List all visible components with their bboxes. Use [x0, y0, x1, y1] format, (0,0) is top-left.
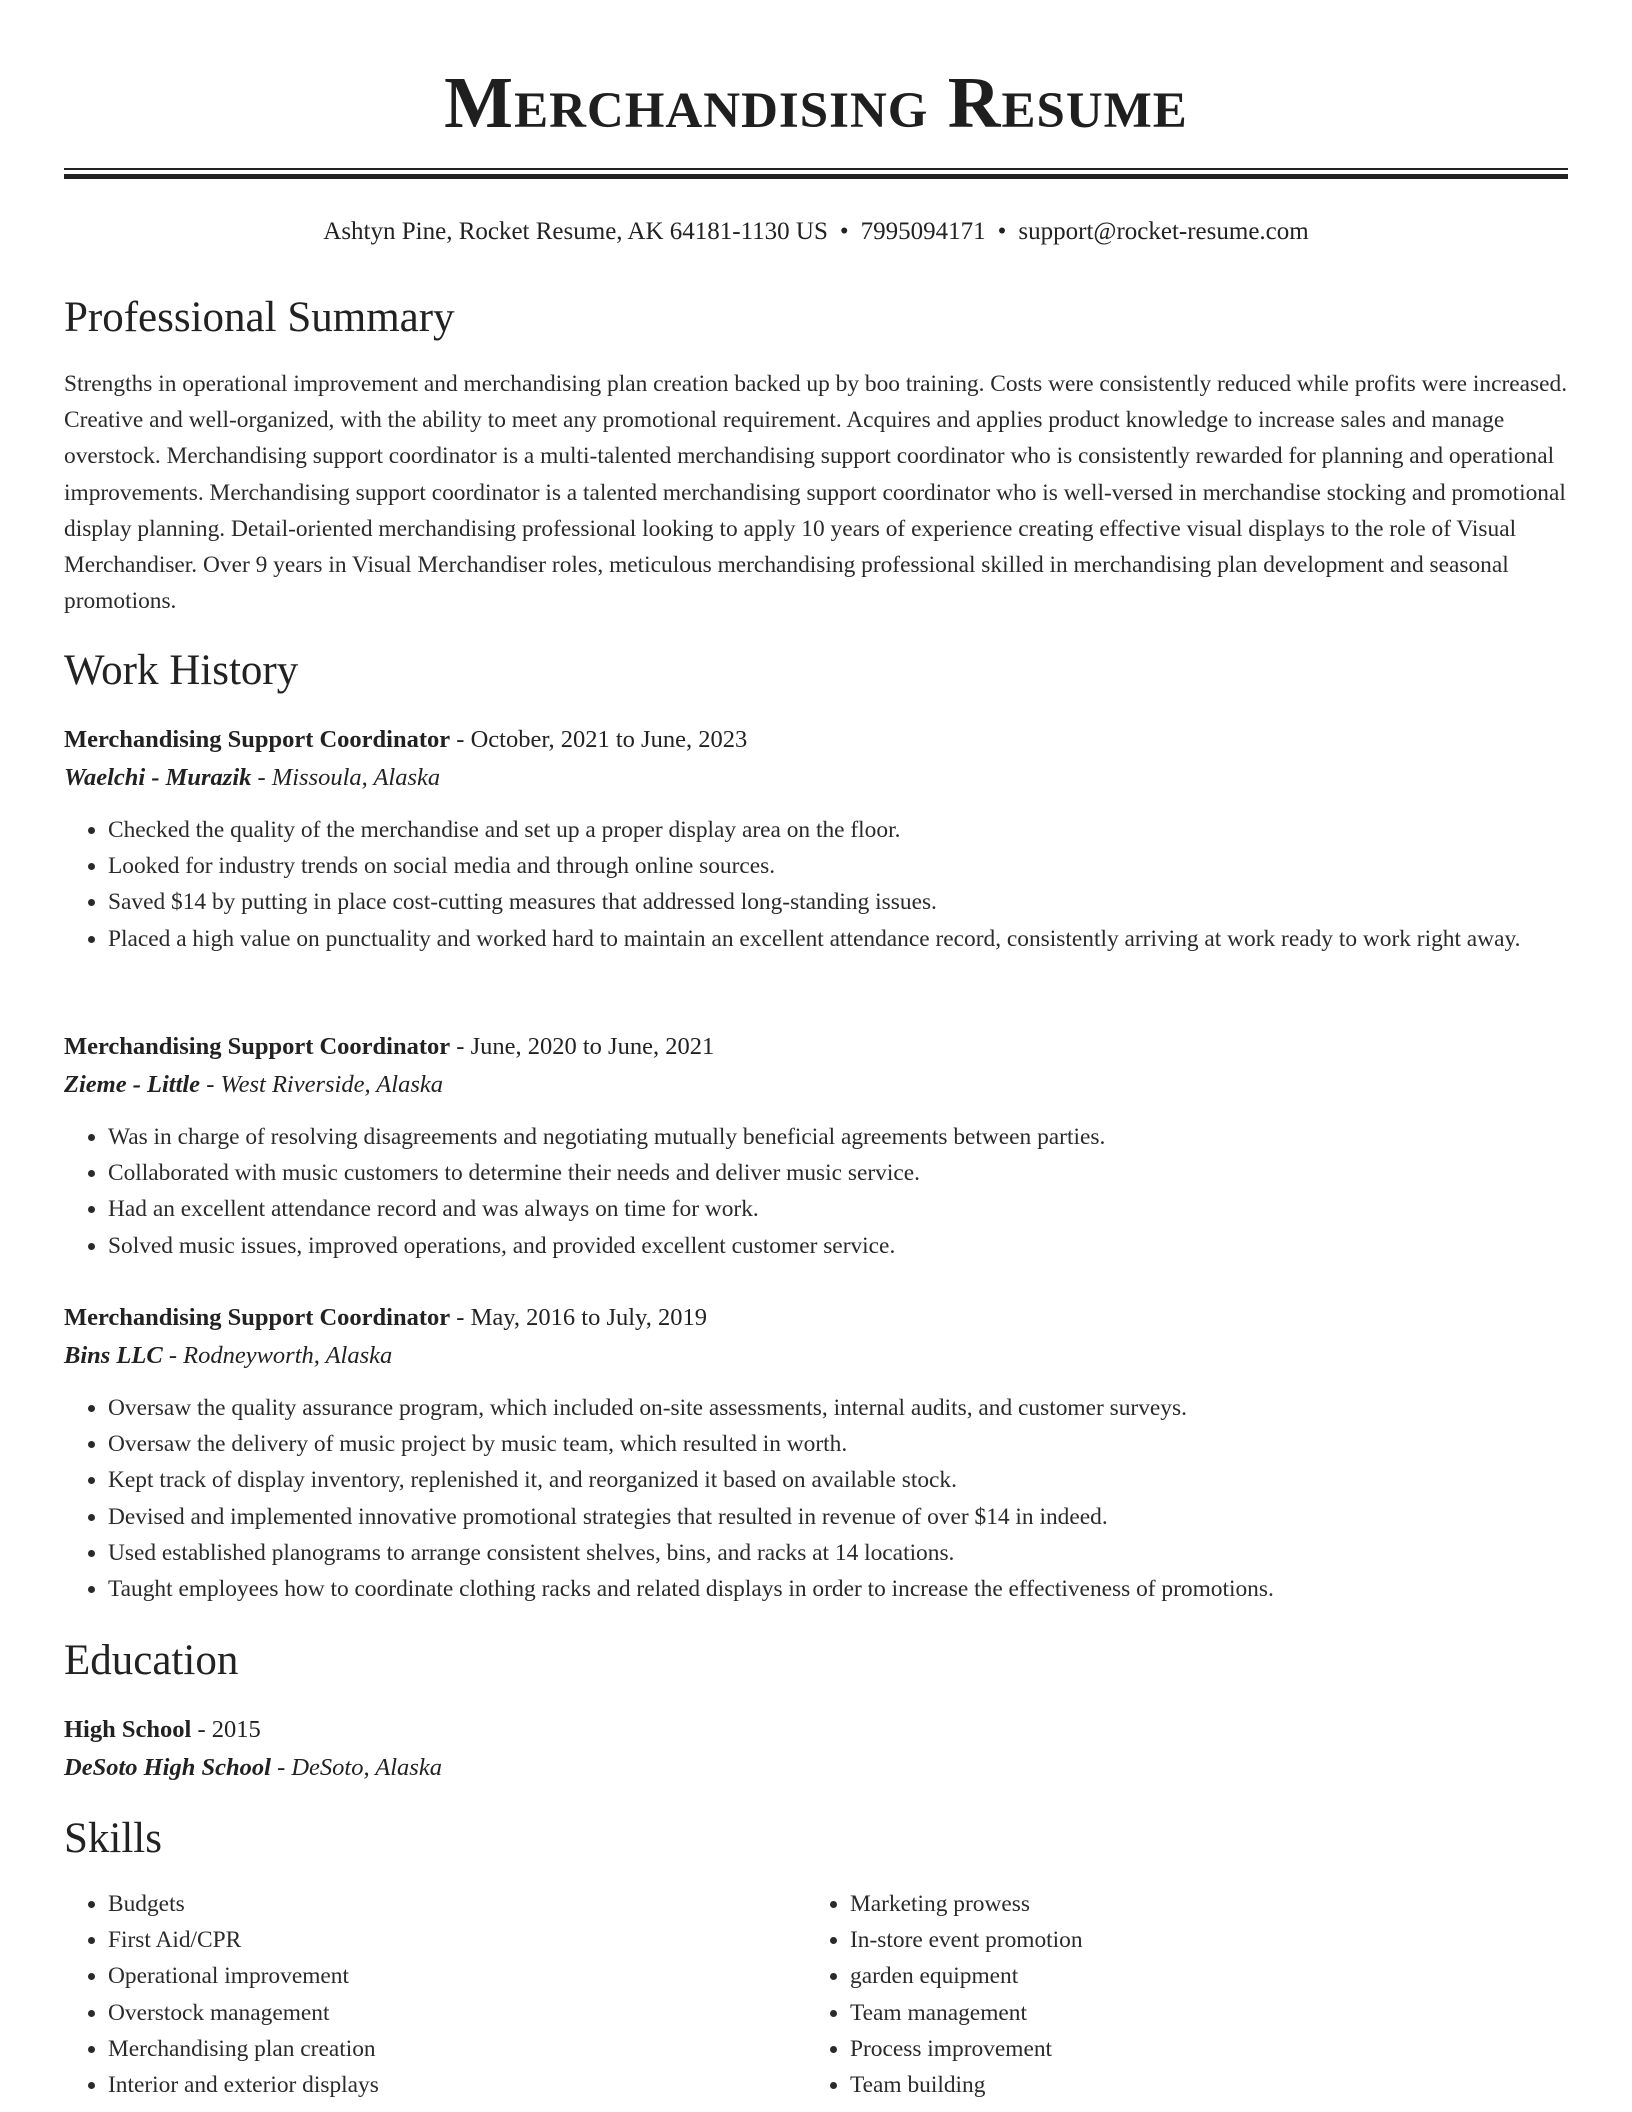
job-title: Merchandising Support Coordinator [64, 1033, 451, 1060]
job-bullets [64, 1119, 1570, 1264]
job-entry [64, 1028, 1570, 1264]
job-company-line [64, 759, 1570, 797]
skill-item: • Team building [850, 2067, 1083, 2103]
job-title: Merchandising Support Coordinator [64, 726, 451, 753]
job-bullet: • Was in charge of resolving disagreements and negotiating mutually beneficial agreements between parties. [108, 1119, 1570, 1155]
job-bullet: • Saved $14 by putting in place cost-cutting measures that addressed long-standing issues. [108, 884, 1570, 920]
education-degree-line [64, 1711, 1570, 1749]
title-divider-thin [64, 168, 1568, 170]
skill-item: • garden equipment [850, 1958, 1083, 1994]
contact-phone: 7995094171 [860, 218, 986, 245]
job-bullet: • Placed a high value on punctuality and worked hard to maintain an excellent attendance record, consistently arriving at work ready to work right away. [108, 921, 1570, 957]
skill-item: • First Aid/CPR [108, 1922, 379, 1958]
job-title-line [64, 1028, 1570, 1066]
skill-item: • Merchandising plan creation [108, 2031, 379, 2067]
job-bullet: • Looked for industry trends on social media and through online sources. [108, 848, 1570, 884]
education-year: - 2015 [191, 1716, 261, 1743]
contact-separator: • [839, 218, 849, 245]
contact-address: Ashtyn Pine, Rocket Resume, AK 64181-1130 US [323, 218, 828, 245]
skill-item: • Budgets [108, 1886, 379, 1922]
education-entry [64, 1711, 1570, 1787]
job-dates: - May, 2016 to July, 2019 [450, 1304, 707, 1331]
job-company-line [64, 1337, 1570, 1375]
education-school-line [64, 1749, 1570, 1787]
job-entry [64, 721, 1570, 957]
skill-item: • Interior and exterior displays [108, 2067, 379, 2103]
summary-text: Strengths in operational improvement and merchandising plan creation backed up by boo training. Costs were consistently reduced while profits were increased. Creative and well-organized, with the ability to meet any promotional requirement. Acquires and applies product knowledge to increase sales and manage overstock. Merchandising support coordinator is a multi-talented merchandising support coordinator who is consistently rewarded for planning and operational improvements. Merchandising support coordinator is a talented merchandising support coordinator who is well-versed in merchandise stocking and promotional display planning. Detail-oriented merchandising professional looking to apply 10 years of experience creating effective visual displays to the role of Visual Merchandiser. Over 9 years in Visual Merchandiser roles, meticulous merchandising professional skilled in merchandising plan development and seasonal promotions. [64, 371, 1568, 615]
work-history-heading: Work History [64, 647, 299, 694]
education-school: DeSoto High School [64, 1754, 271, 1781]
job-bullet: • Checked the quality of the merchandise and set up a proper display area on the floor. [108, 812, 1570, 848]
job-bullet: • Oversaw the quality assurance program, which included on-site assessments, internal audits, and customer surveys. [108, 1390, 1570, 1426]
skill-item: • In-store event promotion [850, 1922, 1083, 1958]
job-bullet: • Solved music issues, improved operations, and provided excellent customer service. [108, 1228, 1570, 1264]
job-company: Waelchi - Murazik [64, 764, 252, 791]
job-title: Merchandising Support Coordinator [64, 1304, 451, 1331]
skill-item: • Process improvement [850, 2031, 1083, 2067]
job-company: Bins LLC [64, 1342, 163, 1369]
resume-title: Merchandising Resume [444, 62, 1188, 143]
job-dates: - June, 2020 to June, 2021 [450, 1033, 715, 1060]
education-degree: High School [64, 1716, 192, 1743]
skill-item: • Team management [850, 1995, 1083, 2031]
job-entry [64, 1299, 1570, 1607]
job-bullet: • Oversaw the delivery of music project by music team, which resulted in worth. [108, 1426, 1570, 1462]
skill-item: • Operational improvement [108, 1958, 379, 1994]
job-dates: - October, 2021 to June, 2023 [450, 726, 748, 753]
contact-line [0, 215, 1632, 249]
summary-heading: Professional Summary [64, 294, 455, 341]
job-company: Zieme - Little [64, 1071, 201, 1098]
title-divider-thick [64, 174, 1568, 179]
skills-list-right [806, 1886, 1083, 2103]
job-bullets [64, 1390, 1570, 1607]
education-heading: Education [64, 1637, 239, 1684]
job-bullet: • Had an excellent attendance record and was always on time for work. [108, 1191, 1570, 1227]
job-bullet: • Devised and implemented innovative promotional strategies that resulted in revenue of over $14 in indeed. [108, 1499, 1570, 1535]
job-bullet: • Collaborated with music customers to determine their needs and deliver music service. [108, 1155, 1570, 1191]
education-location: - DeSoto, Alaska [270, 1754, 442, 1781]
skills-heading: Skills [64, 1815, 162, 1862]
job-title-line [64, 721, 1570, 759]
job-bullet: • Taught employees how to coordinate clothing racks and related displays in order to increase the effectiveness of promotions. [108, 1571, 1570, 1607]
skill-item: • Overstock management [108, 1995, 379, 2031]
job-bullet: • Kept track of display inventory, replenished it, and reorganized it based on available stock. [108, 1462, 1570, 1498]
contact-separator: • [997, 218, 1007, 245]
job-location: - Rodneyworth, Alaska [162, 1342, 393, 1369]
job-company-line [64, 1066, 1570, 1104]
contact-email: support@rocket-resume.com [1018, 218, 1309, 245]
job-location: - Missoula, Alaska [251, 764, 441, 791]
skill-item: • Marketing prowess [850, 1886, 1083, 1922]
job-location: - West Riverside, Alaska [200, 1071, 443, 1098]
job-bullets [64, 812, 1570, 957]
job-title-line [64, 1299, 1570, 1337]
skills-list-left [64, 1886, 379, 2103]
job-bullet: • Used established planograms to arrange consistent shelves, bins, and racks at 14 locations. [108, 1535, 1570, 1571]
